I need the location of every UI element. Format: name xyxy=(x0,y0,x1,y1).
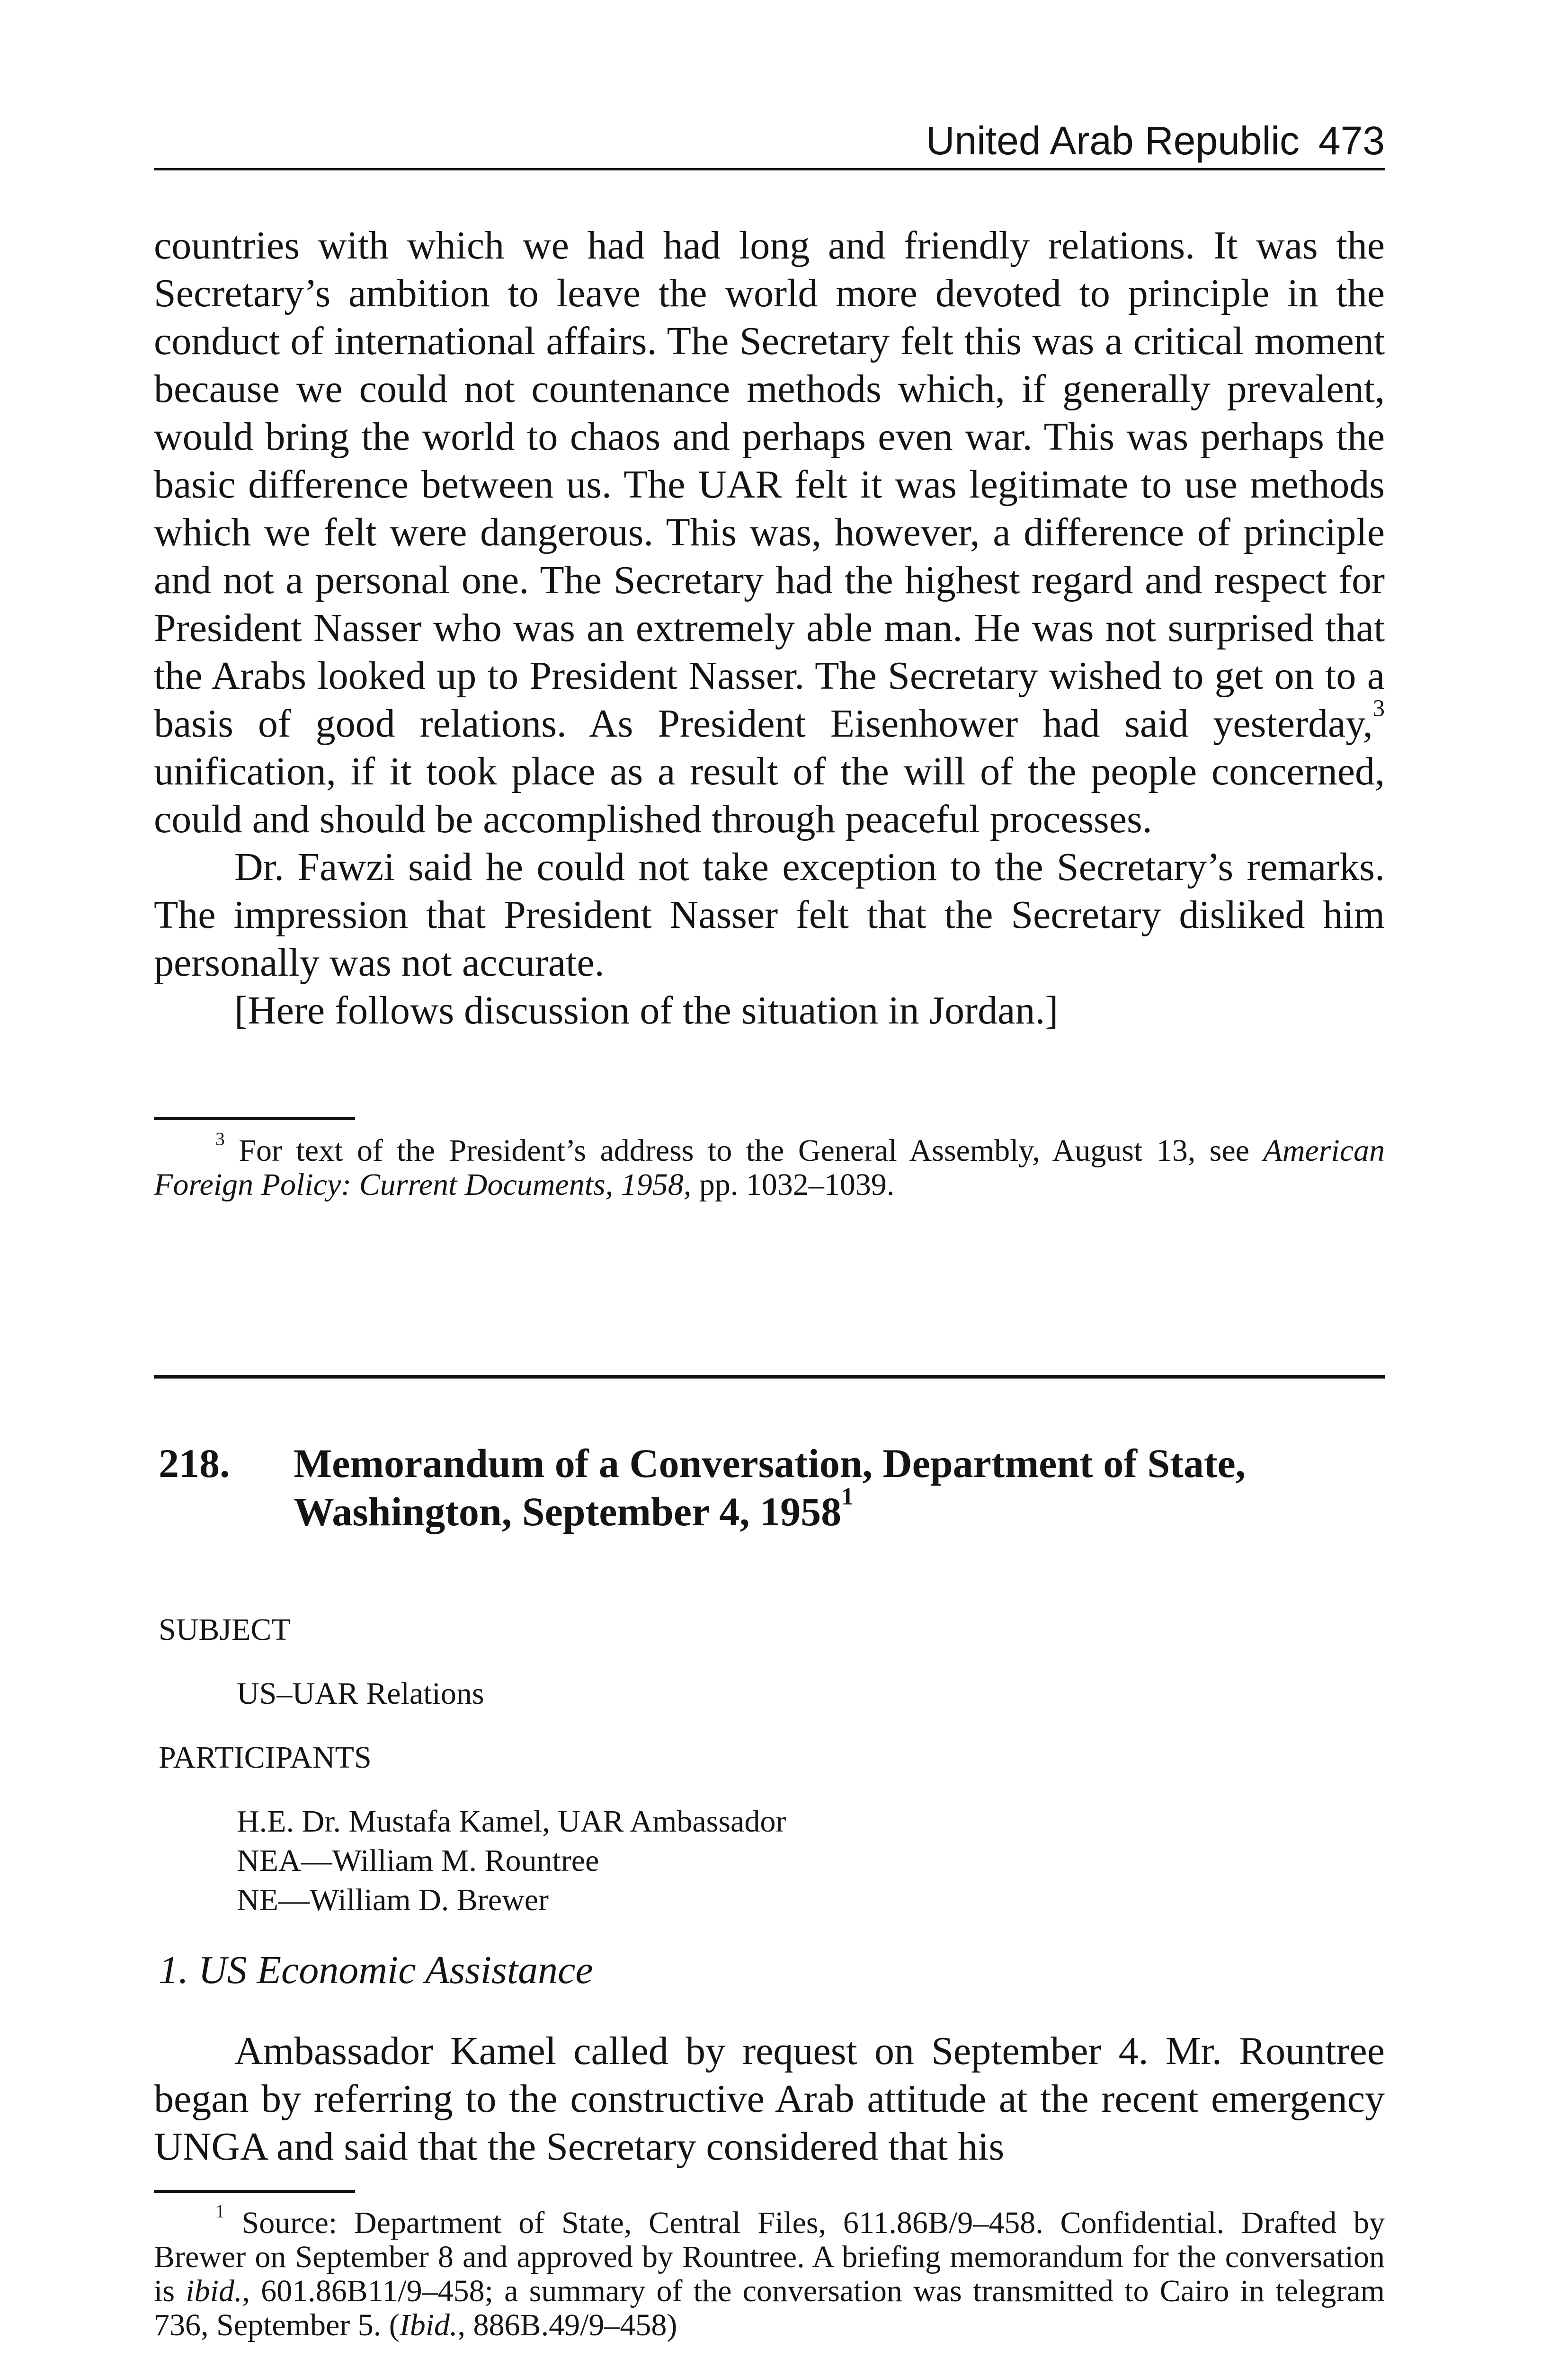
footnote-3: $^3$ For text of the President’s address to the General Assembly, August 13, see American Foreign Policy: Current Documents, 1958, pp. 1032–1039. xyxy=(154,1128,1385,1202)
source-title: American Foreign Policy: Current Documents, 1958, xyxy=(154,1133,1385,1202)
section-divider xyxy=(154,1375,1385,1379)
footnote-1: $^1$ Source: Department of State, Central Files, 611.86B/9–458. Confidential. Drafted by Brewer on September 8 and approved by Rountree. A briefing memorandum for the conversation is ibid., 601.86B11/9–458; a summary of the conversation was transmitted to Cairo in telegram 736, September 5. (Ibid., 886B.49/9–458) xyxy=(154,2200,1385,2342)
running-header xyxy=(154,118,1385,163)
footnote-ref-1: 1 xyxy=(841,1483,854,1511)
footnote-rule xyxy=(154,1117,355,1120)
page-number: 473 xyxy=(1318,118,1385,163)
header-rule xyxy=(154,168,1385,170)
fawzi-paragraph: Dr. Fawzi said he could not take exception to the Secretary’s remarks. The impression that President Nasser felt that the Secretary disliked him personally was not accurate. xyxy=(154,845,1385,985)
footnote-rule-2 xyxy=(154,2190,355,2193)
document-page xyxy=(154,0,1385,2367)
memo-body-text xyxy=(154,2027,1385,2171)
continued-paragraph: countries with which we had had long and friendly relations. It was the Secretary’s ambition to leave the world more devoted to principle in the conduct of international affairs. The Secretary felt this was a critical moment because we could not countenance methods which, if generally prevalent, would bring the world to chaos and perhaps even war. This was perhaps the basic difference between us. The UAR felt it was legitimate to use methods which we felt were dangerous. This was, however, a difference of principle and not a personal one. The Secretary had the highest regard and respect for President Nasser who was an extremely able man. He was not surprised that the Arabs looked up to President Nasser. The Secretary wished to get on to a basis of good relations. As President Eisenhower had said yesterday,$^3$ unification, if it took place as a result of the will of the people concerned, could and should be accomplished through peaceful processes. xyxy=(154,223,1385,841)
editorial-note: [Here follows discussion of the situation in Jordan.] xyxy=(234,988,1059,1032)
memo-paragraph: Ambassador Kamel called by request on September 4. Mr. Rountree began by referring to the constructive Arab attitude at the recent emergency UNGA and said that the Secretary considered that his xyxy=(154,2029,1385,2169)
participant-1: H.E. Dr. Mustafa Kamel, UAR Ambassador xyxy=(237,1804,786,1839)
subject-label: SUBJECT xyxy=(159,1612,291,1647)
subject-value: US–UAR Relations xyxy=(237,1676,484,1711)
document-title: Memorandum of a Conversation, Department of State, Washington, September 4, 1958$^1$ xyxy=(294,1441,1246,1534)
section-title: 1. US Economic Assistance xyxy=(159,1948,593,1992)
participant-2: NEA—William M. Rountree xyxy=(237,1843,599,1878)
footnote-ref-3: 3 xyxy=(1372,695,1385,722)
document-number: 218. xyxy=(159,1441,230,1486)
participant-3: NE—William D. Brewer xyxy=(237,1883,549,1917)
running-title: United Arab Republic xyxy=(926,118,1300,163)
participants-label: PARTICIPANTS xyxy=(159,1740,372,1775)
top-body-text xyxy=(154,222,1385,1034)
